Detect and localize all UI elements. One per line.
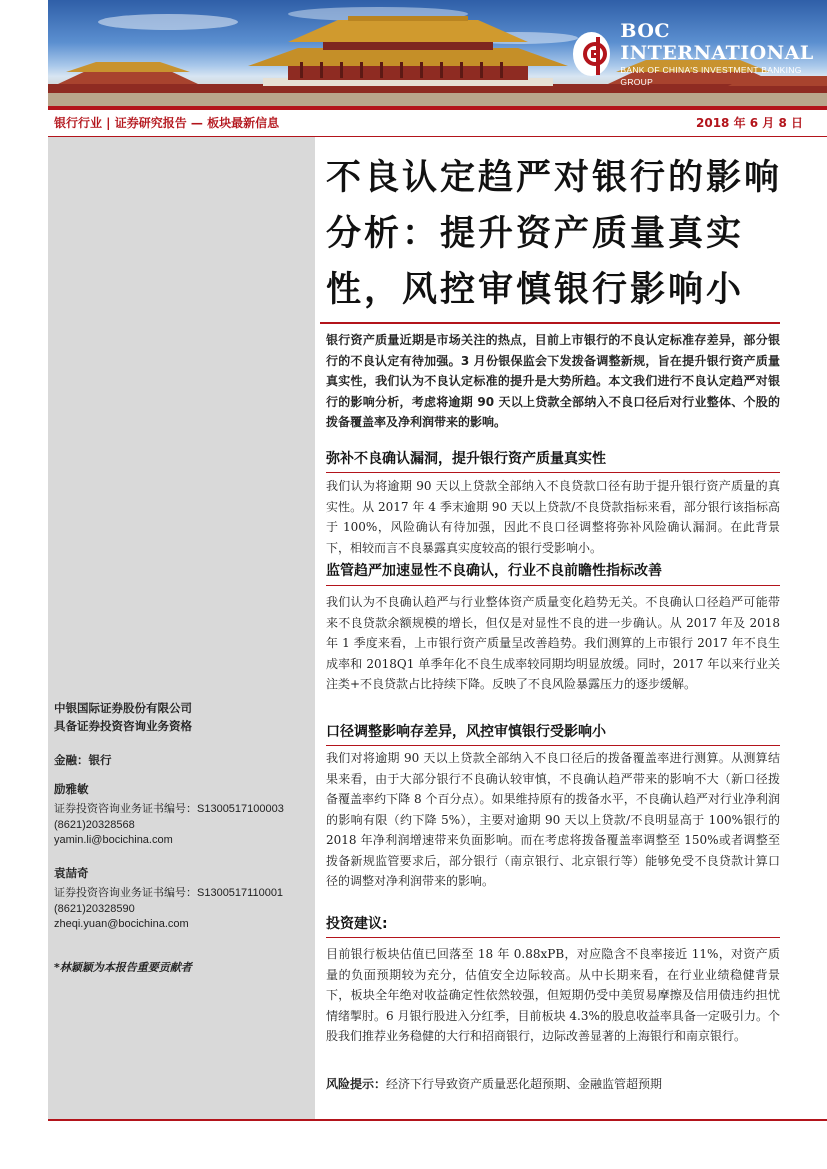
risk-text: 经济下行导致资产质量恶化超预期、金融监管超预期 xyxy=(386,1077,663,1091)
section-body: 我们认为不良确认趋严与行业整体资产质量变化趋势无关。不良确认口径趋严可能带来不良贷款余额规模的增长，但仅是对显性不良的进一步确认。从 2017 年及 2018 年 1 季度来看，上市银行资产质量呈改善趋势。我们测算的上市银行 2017 年不良生成率和 2018Q1 单季年化不良生成率较同期均明显放缓。同时，2017 年以来行业关注类+不良贷款占比持续下降。反映了不良风险暴露压力的逐步缓解。 xyxy=(326,595,780,691)
section-heading: 监管趋严加速显性不良确认，行业不良前瞻性指标改善 xyxy=(326,563,662,579)
report-title: 不良认定趋严对银行的影响分析：提升资产质量真实性，风控审慎银行影响小 xyxy=(326,158,783,310)
section-divider xyxy=(326,937,780,938)
analyst-license: 证券投资咨询业务证书编号：S1300517110001 xyxy=(54,887,284,899)
sector-label: 金融：银行 xyxy=(54,753,112,767)
section-heading: 口径调整影响存差异，风控审慎银行受影响小 xyxy=(326,724,606,740)
report-summary: 银行资产质量近期是市场关注的热点，目前上市银行的不良认定标准存差异，部分银行的不良认定有待加强。3 月份银保监会下发拨备调整新规，旨在提升银行资产质量真实性，我们认为不良认定标准的提升是大势所趋。本文我们进行不良认定趋严对银行的影响分析，考虑将逾期 90 天以上贷款全部纳入不良口径后对行业整体、个股的拨备覆盖率及净利润带来的影响。 xyxy=(326,333,780,429)
section-divider xyxy=(326,472,780,473)
section-body: 目前银行板块估值已回落至 18 年 0.88xPB，对应隐含不良率接近 11%，对资产质量的负面预期较为充分，估值安全边际较高。从中长期来看，在行业业绩稳健背景下，板块全年绝对收益确定性依然较强，但短期仍受中美贸易摩擦及信用债违约担忧情绪掣肘。6 月银行股进入分红季，目前板块 4.3%的股息收益率具备一定吸引力。个股我们推荐业务稳健的大行和招商银行，边际改善显著的上海银行和南京银行。 xyxy=(326,947,780,1043)
section-heading: 弥补不良确认漏洞，提升银行资产质量真实性 xyxy=(326,451,606,467)
header-banner xyxy=(48,0,827,106)
section-heading: 投资建议: xyxy=(326,916,388,932)
report-meta-row xyxy=(48,110,827,136)
analyst-card xyxy=(54,866,309,933)
analyst-email[interactable]: zheqi.yuan@bocichina.com xyxy=(54,918,189,930)
company-name: 中银国际证券股份有限公司 xyxy=(54,701,192,715)
section-body: 我们对将逾期 90 天以上贷款全部纳入不良口径后的拨备覆盖率进行测算。从测算结果来看，由于大部分银行不良确认较审慎，不良确认趋严带来的影响不大（新口径拨备覆盖率约下降 8 个百分点）。如果维持原有的拨备水平，不良确认趋严对行业净利润的影响有限（约下降 5%），主要对逾期 90 天以上贷款/不良明显高于 100%银行的 2018 年净利润增速带来负面影响。而在考虑将拨备覆盖率调整至 150%或者调整至拨备新规监管要求后，部分银行（南京银行、北京银行等）能够免受不良贷款计算口径的调整对净利润带来的影响。 xyxy=(326,751,780,888)
risk-notice xyxy=(326,1074,786,1094)
logo-subtitle: BANK OF CHINA'S INVESTMENT BANKING GROUP xyxy=(620,65,802,87)
logo-title: BOC INTERNATIONAL xyxy=(620,20,814,64)
risk-label: 风险提示： xyxy=(326,1077,387,1091)
analyst-license: 证券投资咨询业务证书编号：S1300517100003 xyxy=(54,803,284,815)
analyst-email[interactable]: yamin.li@bocichina.com xyxy=(54,834,173,846)
section-divider xyxy=(326,745,780,746)
title-divider xyxy=(320,322,780,324)
analyst-name: 励雅敏 xyxy=(54,782,89,796)
report-category: 银行行业 | 证券研究报告 — 板块最新信息 xyxy=(54,116,280,130)
section-divider xyxy=(326,585,780,586)
footer-rule xyxy=(48,1119,827,1121)
company-info xyxy=(54,699,309,735)
analyst-card xyxy=(54,782,309,849)
contributor-note: *林颖颖为本报告重要贡献者 xyxy=(54,961,192,974)
analyst-phone: (8621)20328590 xyxy=(54,902,135,915)
boc-logo-icon xyxy=(573,32,610,76)
company-qualification: 具备证券投资咨询业务资格 xyxy=(54,719,192,733)
analyst-phone: (8621)20328568 xyxy=(54,818,135,831)
sidebar xyxy=(48,137,315,1119)
report-date: 2018 年 6 月 8 日 xyxy=(696,116,803,130)
analyst-name: 袁喆奇 xyxy=(54,866,89,880)
section-body: 我们认为将逾期 90 天以上贷款全部纳入不良贷款口径有助于提升银行资产质量的真实性。从 2017 年 4 季末逾期 90 天以上贷款/不良贷款指标来看，部分银行该指标高于 100%，风险确认有待加强，因此不良口径调整将弥补风险确认漏洞。在此背景下，相较而言不良暴露真实度较高的银行受影响小。 xyxy=(326,479,780,555)
boc-international-logo xyxy=(573,20,827,88)
